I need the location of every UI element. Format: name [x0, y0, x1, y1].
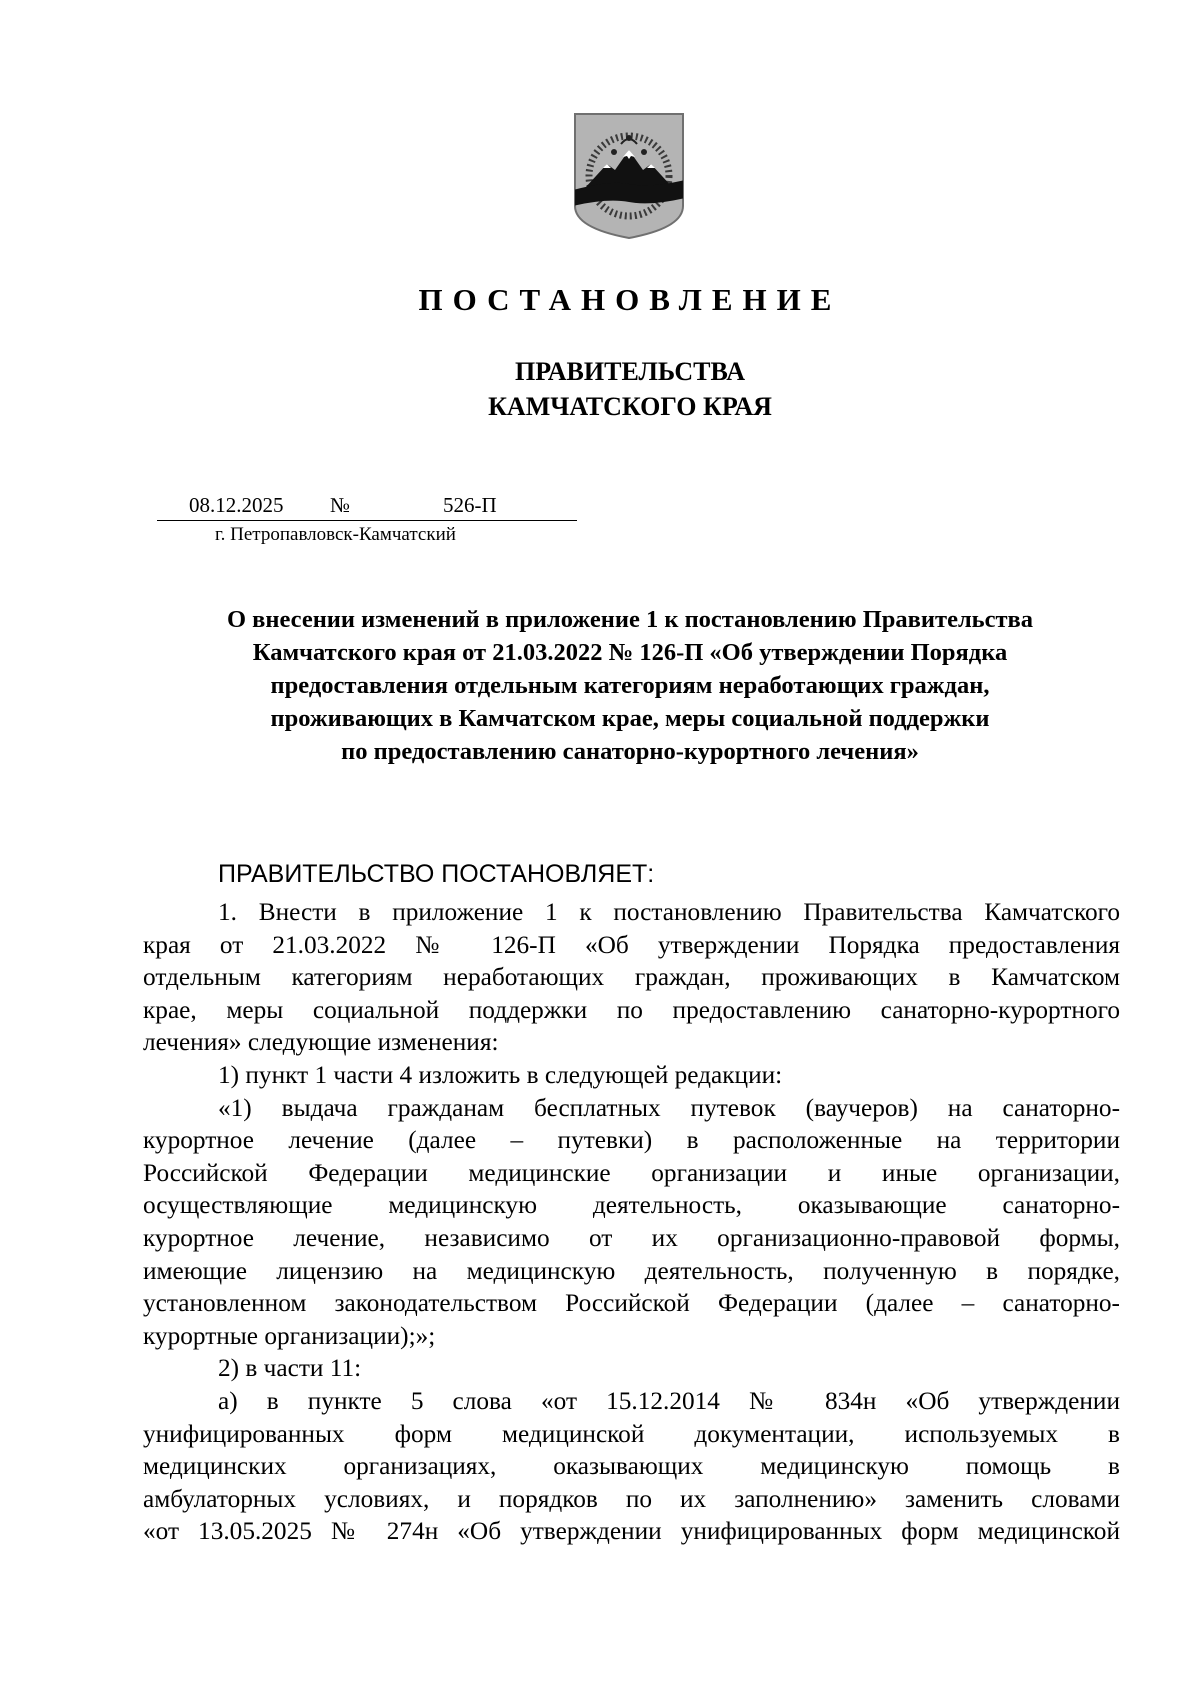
body-line: «от 13.05.2025 № 274н «Об утверждении унифицированных форм медицинской	[143, 1517, 1120, 1546]
authority-line: ПРАВИТЕЛЬСТВА	[515, 357, 745, 386]
title-line: проживающих в Камчатском крае, меры социальной поддержки	[270, 705, 990, 732]
body-line: курортное лечение, независимо от их организационно-правовой формы,	[143, 1223, 1120, 1252]
body-line: курортное лечение (далее – путевки) в расположенные на территории	[143, 1126, 1120, 1155]
body-line: 1) пункт 1 части 4 изложить в следующей редакции:	[218, 1060, 783, 1089]
body-line: осуществляющие медицинскую деятельность, оказывающие санаторно-	[143, 1191, 1120, 1220]
body-line: установленном законодательством Российской Федерации (далее – санаторно-	[143, 1289, 1120, 1318]
body-line: лечения» следующие изменения:	[143, 1028, 499, 1057]
title-line: предоставления отдельным категориям неработающих граждан,	[270, 672, 990, 699]
title-line: Камчатского края от 21.03.2022 № 126-П «Об утверждении Порядка	[252, 639, 1008, 666]
body-line: амбулаторных условиях, и порядков по их заполнению» заменить словами	[143, 1484, 1120, 1513]
document-date: 08.12.2025	[189, 493, 284, 517]
body-line: отдельным категориям неработающих граждан, проживающих в Камчатском	[143, 963, 1120, 992]
title-line: по предоставлению санаторно-курортного лечения»	[341, 738, 919, 765]
body-line: медицинских организациях, оказывающих медицинскую помощь в	[143, 1452, 1120, 1481]
issuing-authority	[0, 354, 1200, 424]
body-line: имеющие лицензию на медицинскую деятельность, полученную в порядке,	[143, 1256, 1120, 1285]
body-line: крае, меры социальной поддержки по предоставлению санаторно-курортного	[143, 995, 1120, 1024]
body-line: Российской Федерации медицинские организации и иные организации,	[143, 1158, 1120, 1187]
body-line: края от 21.03.2022 № 126-П «Об утверждении Порядка предоставления	[143, 930, 1120, 959]
body-line: а) в пункте 5 слова «от 15.12.2014 № 834н «Об утверждении	[218, 1386, 1120, 1415]
decree-phrase: ПРАВИТЕЛЬСТВО ПОСТАНОВЛЯЕТ:	[218, 860, 655, 888]
document-number: 526-П	[443, 493, 497, 517]
body-line: курортные организации);»;	[143, 1321, 436, 1350]
body-line: «1) выдача гражданам бесплатных путевок (ваучеров) на санаторно-	[218, 1093, 1120, 1122]
coat-of-arms-emblem	[571, 110, 687, 242]
title-line: О внесении изменений в приложение 1 к постановлению Правительства	[226, 606, 1034, 633]
body-line: 2) в части 11:	[218, 1354, 362, 1383]
body-line: 1. Внести в приложение 1 к постановлению Правительства Камчатского	[218, 898, 1120, 926]
city-of-issue: г. Петропавловск-Камчатский	[215, 524, 456, 545]
document-body	[143, 896, 1120, 1548]
document-title	[130, 603, 1130, 768]
number-sign: №	[330, 493, 351, 517]
date-number-line	[157, 490, 577, 521]
authority-line: КАМЧАТСКОГО КРАЯ	[488, 392, 772, 421]
document-type-heading: ПОСТАНОВЛЕНИЕ	[418, 282, 842, 317]
body-line: унифицированных форм медицинской документации, используемых в	[143, 1419, 1120, 1448]
